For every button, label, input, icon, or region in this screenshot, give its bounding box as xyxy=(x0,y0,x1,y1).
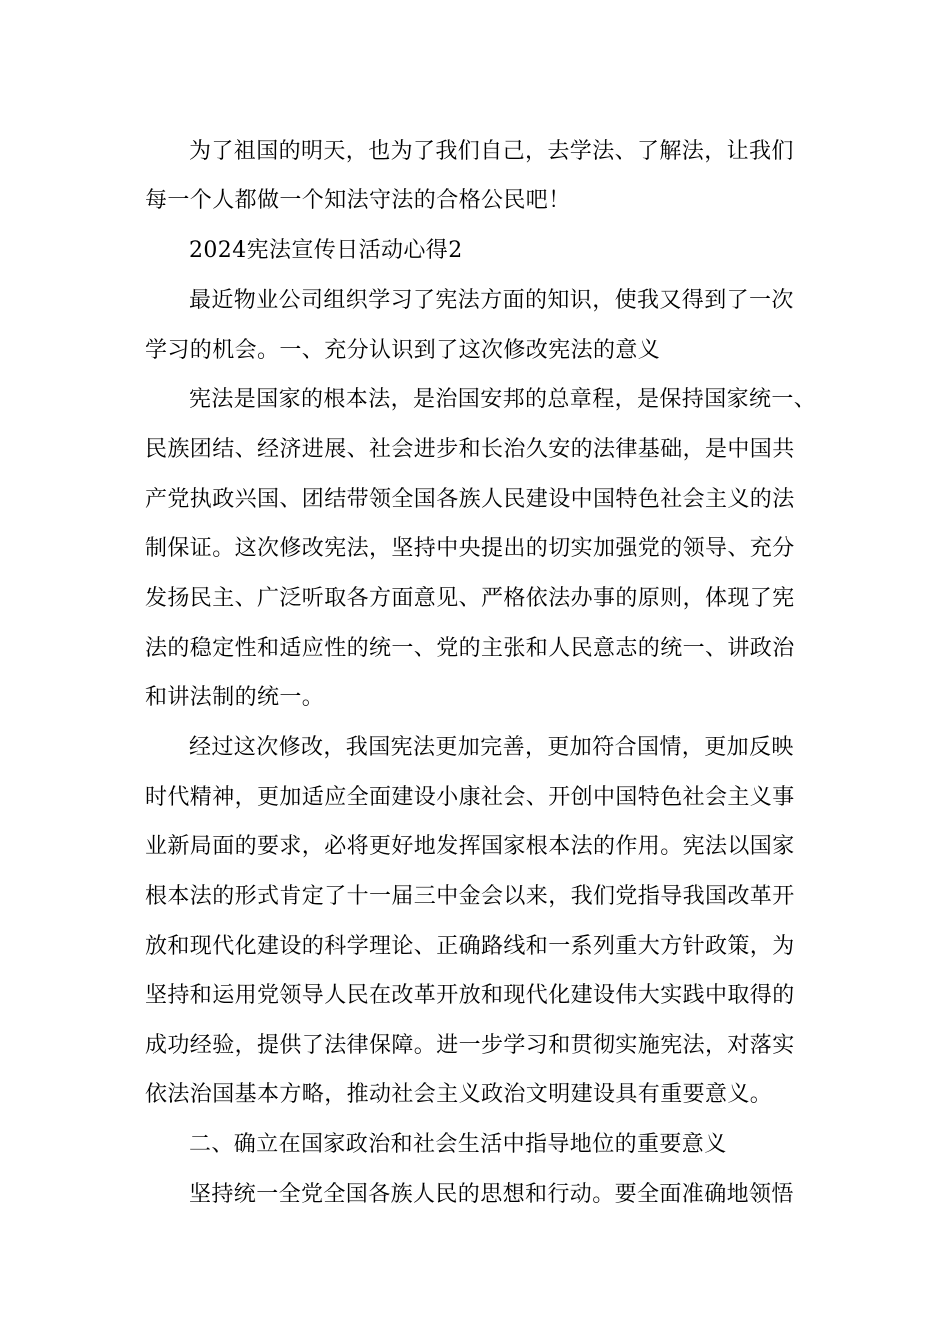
paragraph-line: 产党执政兴国、团结带领全国各族人民建设中国特色社会主义的法 xyxy=(145,487,795,512)
paragraph-line: 每一个人都做一个知法守法的合格公民吧！ xyxy=(145,188,571,213)
paragraph-line: 学习的机会。一、充分认识到了这次修改宪法的意义 xyxy=(145,338,661,363)
paragraph-line: 坚持和运用党领导人民在改革开放和现代化建设伟大实践中取得的 xyxy=(145,983,795,1008)
section-heading: 二、确立在国家政治和社会生活中指导地位的重要意义 xyxy=(189,1132,727,1157)
paragraph-line: 业新局面的要求，必将更好地发挥国家根本法的作用。宪法以国家 xyxy=(145,834,795,859)
paragraph-line: 坚持统一全党全国各族人民的思想和行动。要全面准确地领悟 xyxy=(189,1182,794,1207)
paragraph-line: 宪法是国家的根本法，是治国安邦的总章程，是保持国家统一、 xyxy=(189,387,817,412)
paragraph-line: 时代精神，更加适应全面建设小康社会、开创中国特色社会主义事 xyxy=(145,785,795,810)
paragraph-line: 和讲法制的统一。 xyxy=(145,685,325,710)
section-heading: 2024宪法宣传日活动心得2 xyxy=(189,238,463,263)
paragraph-line: 为了祖国的明天，也为了我们自己，去学法、了解法，让我们 xyxy=(189,139,794,164)
paragraph-line: 放和现代化建设的科学理论、正确路线和一系列重大方针政策，为 xyxy=(145,934,795,959)
paragraph-line: 最近物业公司组织学习了宪法方面的知识，使我又得到了一次 xyxy=(189,288,794,313)
paragraph-line: 民族团结、经济进展、社会进步和长治久安的法律基础，是中国共 xyxy=(145,437,795,462)
paragraph-line: 根本法的形式肯定了十一届三中金会以来，我们党指导我国改革开 xyxy=(145,884,795,909)
paragraph-line: 经过这次修改，我国宪法更加完善，更加符合国情，更加反映 xyxy=(189,735,794,760)
paragraph-line: 依法治国基本方略，推动社会主义政治文明建设具有重要意义。 xyxy=(145,1082,773,1107)
paragraph-line: 成功经验，提供了法律保障。进一步学习和贯彻实施宪法，对落实 xyxy=(145,1033,795,1058)
paragraph-line: 发扬民主、广泛听取各方面意见、严格依法办事的原则，体现了宪 xyxy=(145,586,795,611)
paragraph-line: 制保证。这次修改宪法，坚持中央提出的切实加强党的领导、充分 xyxy=(145,536,795,561)
paragraph-line: 法的稳定性和适应性的统一、党的主张和人民意志的统一、讲政治 xyxy=(145,636,795,661)
